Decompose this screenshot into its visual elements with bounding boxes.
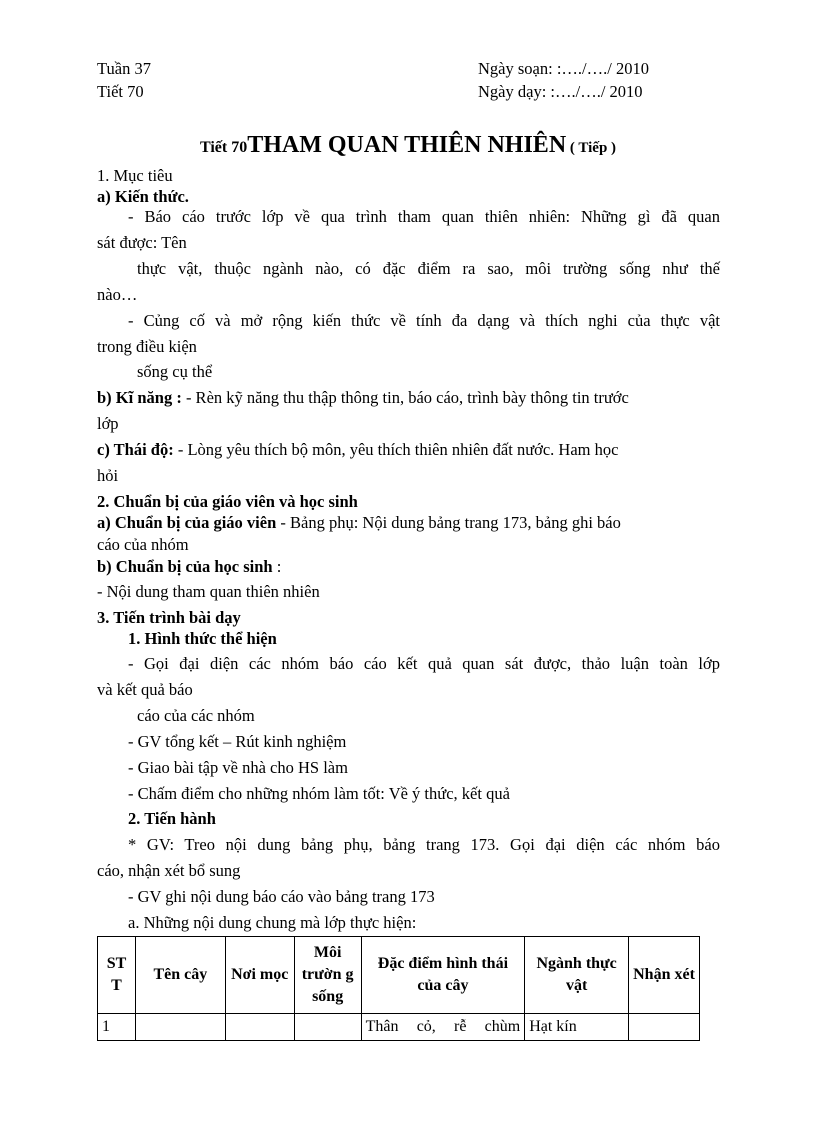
cell-morphology: Thân cỏ, rễ chùm bbox=[361, 1014, 525, 1041]
form-text-2: và kết quả báo bbox=[97, 680, 193, 699]
period-label: Tiết 70 bbox=[97, 82, 144, 101]
knowledge-text-3: thực vật, thuộc ngành nào, có đặc điểm ra sao, môi trường sống như thế bbox=[137, 259, 720, 278]
header-environment: Môi trườn g sống bbox=[294, 937, 361, 1014]
table-row bbox=[98, 1014, 700, 1041]
lesson-title bbox=[0, 128, 816, 165]
procedure-text-1: * GV: Treo nội dung bảng phụ, bảng trang 173. Gọi đại diện các nhóm báo bbox=[128, 835, 720, 854]
cell-phylum: Hạt kín bbox=[525, 1014, 629, 1041]
cell-environment bbox=[294, 1014, 361, 1041]
knowledge-text-4: nào… bbox=[97, 285, 138, 304]
knowledge-text-6: trong điều kiện bbox=[97, 337, 197, 356]
form-text-5: - Giao bài tập về nhà cho HS làm bbox=[128, 758, 348, 777]
skills-line-2: lớp bbox=[97, 414, 119, 433]
section-1-heading: 1. Mục tiêu bbox=[97, 166, 173, 185]
teacher-prep-line-2: cáo của nhóm bbox=[97, 535, 189, 554]
title-suffix: ( Tiếp ) bbox=[569, 140, 617, 156]
procedure-text-2: cáo, nhận xét bổ sung bbox=[97, 861, 241, 880]
cell-stt: 1 bbox=[98, 1014, 136, 1041]
student-prep-line-2: - Nội dung tham quan thiên nhiên bbox=[97, 582, 320, 601]
cell-comment bbox=[629, 1014, 700, 1041]
section-3-heading: 3. Tiến trình bài dạy bbox=[97, 608, 241, 627]
cell-plant-name bbox=[135, 1014, 225, 1041]
form-heading: 1. Hình thức thể hiện bbox=[128, 629, 277, 648]
teacher-prep-line: a) Chuẩn bị của giáo viên - Bảng phụ: Nội dung bảng trang 173, bảng ghi báo bbox=[97, 513, 621, 532]
knowledge-text-1: - Báo cáo trước lớp về qua trình tham quan thiên nhiên: Những gì đã quan bbox=[128, 207, 720, 226]
title-main: THAM QUAN THIÊN NHIÊN bbox=[247, 132, 567, 158]
table-caption: a. Những nội dung chung mà lớp thực hiện: bbox=[128, 913, 417, 932]
attitude-line: c) Thái độ: - Lòng yêu thích bộ môn, yêu thích thiên nhiên đất nước. Ham học bbox=[97, 440, 619, 459]
form-text-3: cáo của các nhóm bbox=[137, 706, 255, 725]
procedure-text-3: - GV ghi nội dung báo cáo vào bảng trang 173 bbox=[128, 887, 435, 906]
prep-date: Ngày soạn: :…./…./ 2010 bbox=[478, 59, 649, 78]
cell-location bbox=[225, 1014, 294, 1041]
header-comment: Nhận xét bbox=[629, 937, 700, 1014]
procedure-heading: 2. Tiến hành bbox=[128, 809, 216, 828]
form-text-4: - GV tổng kết – Rút kinh nghiệm bbox=[128, 732, 347, 751]
knowledge-text-5: - Củng cố và mở rộng kiến thức về tính đa dạng và thích nghi của thực vật bbox=[128, 311, 720, 330]
teach-date: Ngày dạy: :…./…./ 2010 bbox=[478, 82, 643, 101]
header-phylum: Ngành thực vật bbox=[525, 937, 629, 1014]
knowledge-heading: a) Kiến thức. bbox=[97, 187, 189, 206]
table-header-row bbox=[98, 937, 700, 1014]
week-label: Tuần 37 bbox=[97, 59, 151, 78]
header-location: Nơi mọc bbox=[225, 937, 294, 1014]
report-table bbox=[97, 936, 700, 1041]
header-morphology: Đặc điểm hình thái của cây bbox=[361, 937, 525, 1014]
skills-line: b) Kĩ năng : - Rèn kỹ năng thu thập thông tin, báo cáo, trình bày thông tin trước bbox=[97, 388, 629, 407]
title-prefix: Tiết 70 bbox=[199, 139, 248, 156]
section-2-heading: 2. Chuẩn bị của giáo viên và học sinh bbox=[97, 492, 358, 511]
student-prep-line: b) Chuẩn bị của học sinh : bbox=[97, 557, 282, 576]
knowledge-text-2: sát được: Tên bbox=[97, 233, 187, 252]
knowledge-text-7: sống cụ thể bbox=[137, 362, 213, 381]
header-stt: ST T bbox=[98, 937, 136, 1014]
form-text-6: - Chấm điểm cho những nhóm làm tốt: Về ý thức, kết quả bbox=[128, 784, 510, 803]
header-plant-name: Tên cây bbox=[135, 937, 225, 1014]
attitude-line-2: hỏi bbox=[97, 466, 119, 485]
form-text-1: - Gọi đại diện các nhóm báo cáo kết quả quan sát được, thảo luận toàn lớp bbox=[128, 654, 720, 673]
